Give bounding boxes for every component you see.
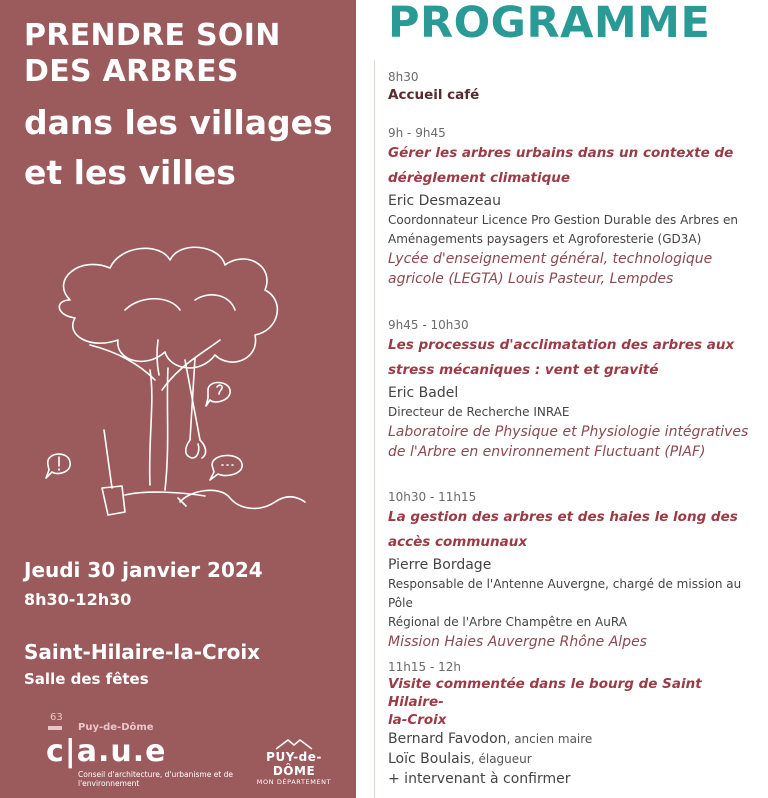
mountain-icon [274,738,314,750]
event-date: Jeudi 30 janvier 2024 [24,558,263,582]
speaker-role-line-1: Responsable de l'Antenne Auvergne, chargé de mission au Pôle [388,577,742,610]
institution-line-1: Lycée d'enseignement général, technologique [388,251,713,267]
speaker-2-name: Loïc Boulais [388,751,471,767]
title-line-1: PRENDRE SOIN [24,18,281,53]
poster-title [24,18,344,198]
speaker-name: Pierre Bordage [388,557,492,573]
slot-time: 11h15 - 12h [388,660,461,674]
caue-logo [46,712,236,792]
slot-label: Accueil café [388,87,480,103]
poster-left-panel [0,0,356,798]
slot-time: 10h30 - 11h15 [388,490,477,504]
caue-number: 63 [50,712,63,723]
caue-subtitle: Conseil d'architecture, d'urbanisme et de l'environnement [78,770,234,788]
speaker-name: Eric Desmazeau [388,193,501,209]
programme-slot-2 [388,126,762,289]
institution-line-2: de l'Arbre en environnement Fluctuant (PIAF) [388,444,706,460]
talk-title-line-1: Visite commentée dans le bourg de Saint Hilaire- [388,676,702,710]
talk-title-line-1: Les processus d'acclimatation des arbres aux [388,337,735,353]
talk-title-line-2: dérèglement climatique [388,170,571,186]
programme-panel [356,0,768,798]
title-line-2: DES ARBRES [24,54,239,89]
title-line-3: dans les villages [24,103,333,142]
programme-slot-4 [388,490,762,652]
programme-slot-3 [388,318,762,462]
talk-title-line-1: Gérer les arbres urbains dans un contexte de [388,145,734,161]
slot-time: 9h45 - 10h30 [388,318,469,332]
speaker-role-line-2: Régional de l'Arbre Champêtre en AuRA [388,615,627,629]
talk-title-line-2: stress mécaniques : vent et gravité [388,362,659,378]
pdd-subtitle: MON DÉPARTEMENT [256,778,332,786]
event-room: Salle des fêtes [24,670,149,688]
caue-bar [48,726,62,730]
slot-time: 9h - 9h45 [388,126,446,140]
programme-slot-1 [388,70,762,105]
extra-speaker: + intervenant à confirmer [388,771,571,787]
title-line-4: et les villes [24,153,236,192]
speaker-1-role: , ancien maire [506,732,593,746]
programme-title: PROGRAMME [388,0,711,48]
tree-illustration-icon [30,240,330,530]
event-place: Saint-Hilaire-la-Croix [24,640,261,664]
institution-line-2: agricole (LEGTA) Louis Pasteur, Lempdes [388,271,674,287]
event-time: 8h30-12h30 [24,590,132,609]
pdd-name: PUY-de-DÔME [266,750,322,778]
programme-slot-5 [388,660,762,789]
speaker-2-role: , élagueur [470,752,532,766]
slot-time: 8h30 [388,70,419,84]
puy-de-dome-logo [246,738,342,788]
institution-line-1: Laboratoire de Physique et Physiologie intégratives [388,424,749,440]
talk-title-line-2: accès communaux [388,534,528,550]
institution-line-1: Mission Haies Auvergne Rhône Alpes [388,634,647,650]
divider [374,60,375,798]
talk-title-line-1: La gestion des arbres et des haies le long des [388,509,738,525]
talk-title-line-2: la-Croix [388,712,447,728]
speaker-1 [388,729,762,749]
speaker-1-name: Bernard Favodon [388,731,507,747]
speaker-role-line-1: Coordonnateur Licence Pro Gestion Durable des Arbres en [388,213,738,227]
speaker-2 [388,749,762,769]
caue-department: Puy-de-Dôme [78,722,154,733]
speaker-role-line-2: Aménagements paysagers et Agroforesterie (GD3A) [388,232,702,246]
speaker-role-line-1: Directeur de Recherche INRAE [388,405,570,419]
caue-logo-text: c|a.u.e [46,734,167,769]
speaker-name: Eric Badel [388,385,459,401]
